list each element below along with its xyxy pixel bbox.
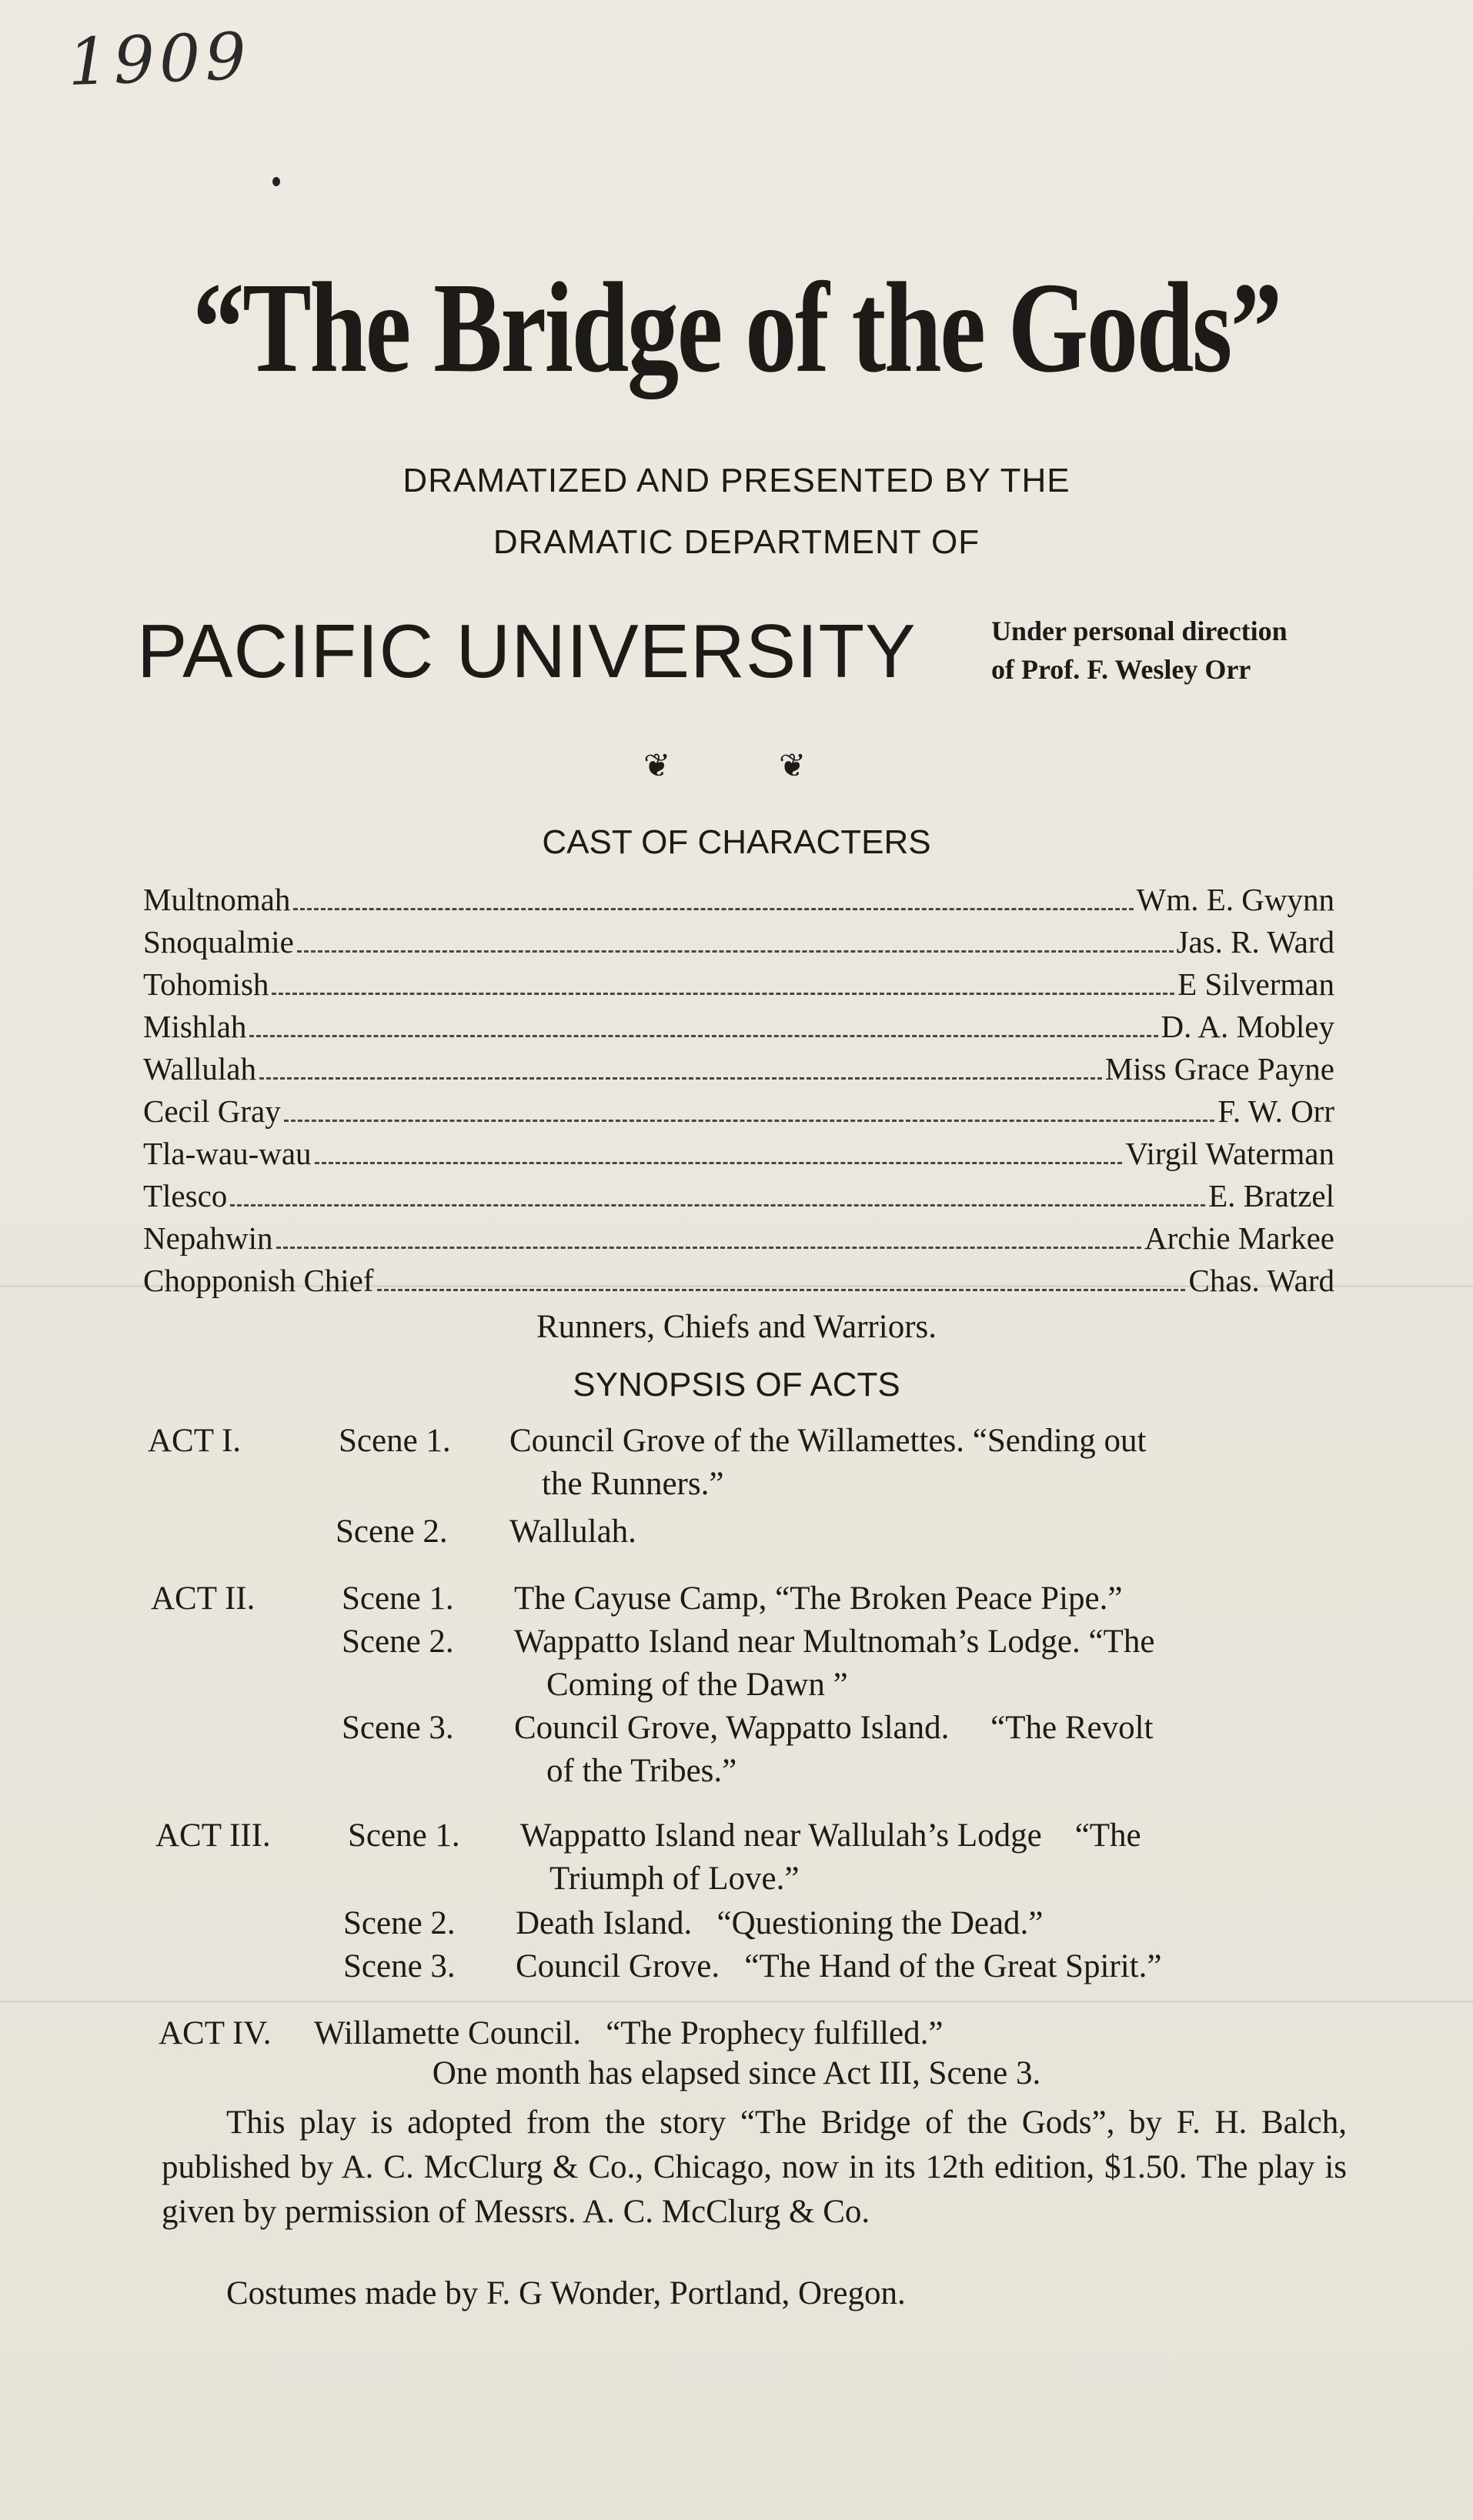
cast-row xyxy=(143,923,1334,966)
actor-name: Wm. E. Gwynn xyxy=(1136,882,1334,917)
actor-name: Archie Markee xyxy=(1144,1220,1334,1256)
leader-dots xyxy=(315,1162,1123,1164)
ornament-right-icon: ❦ xyxy=(779,749,807,784)
leader-dots xyxy=(230,1204,1205,1207)
costume-credit: Costumes made by F. G Wonder, Portland, Oregon. xyxy=(226,2275,906,2311)
ensemble-note: Runners, Chiefs and Warriors. xyxy=(536,1309,937,1345)
scene-label: Scene 2. xyxy=(343,1905,456,1941)
act-4-time-note: One month has elapsed since Act III, Scene 3. xyxy=(432,2055,1041,2091)
scene-label: Scene 3. xyxy=(343,1948,456,1984)
act-label: ACT I. xyxy=(148,1423,242,1459)
scene-description: Council Grove, Wappatto Island. “The Revolt xyxy=(514,1710,1154,1746)
scene-description-cont: of the Tribes.” xyxy=(546,1753,737,1789)
actor-name: Chas. Ward xyxy=(1188,1263,1334,1298)
actor-name: D. A. Mobley xyxy=(1161,1009,1334,1044)
cast-heading: CAST OF CHARACTERS xyxy=(542,823,931,861)
actor-name: Miss Grace Payne xyxy=(1104,1051,1334,1086)
scene-description-cont: Coming of the Dawn ” xyxy=(546,1667,848,1703)
leader-dots xyxy=(377,1289,1186,1291)
character-name: Nepahwin xyxy=(143,1220,273,1256)
character-name: Cecil Gray xyxy=(143,1093,281,1129)
scene-label: Scene 2. xyxy=(336,1514,448,1550)
cast-row xyxy=(143,881,1334,923)
direction-line-2: of Prof. F. Wesley Orr xyxy=(991,654,1251,685)
act-label: ACT II. xyxy=(151,1580,256,1617)
scene-description-cont: Triumph of Love.” xyxy=(549,1861,800,1897)
actor-name: F. W. Orr xyxy=(1217,1093,1334,1129)
scene-description-cont: the Runners.” xyxy=(542,1466,724,1502)
cast-row xyxy=(143,1008,1334,1050)
act-4-description: Willamette Council. “The Prophecy fulfilled.” xyxy=(314,2015,944,2051)
cast-row xyxy=(143,1220,1334,1262)
character-name: Mishlah xyxy=(143,1009,247,1044)
scene-label: Scene 3. xyxy=(342,1710,454,1746)
scene-label: Scene 2. xyxy=(342,1624,454,1660)
cast-row xyxy=(143,1050,1334,1093)
character-name: Tla-wau-wau xyxy=(143,1136,312,1171)
character-name: Tlesco xyxy=(143,1178,228,1213)
leader-dots xyxy=(259,1077,1102,1080)
leader-dots xyxy=(293,908,1133,910)
act-label: ACT IV. xyxy=(159,2015,272,2051)
cast-row xyxy=(143,1135,1334,1177)
scene-label: Scene 1. xyxy=(342,1580,454,1617)
leader-dots xyxy=(272,993,1174,995)
cast-row xyxy=(143,1177,1334,1220)
scene-description: Wappatto Island near Wallulah’s Lodge “The xyxy=(520,1817,1141,1854)
ink-dot xyxy=(272,177,280,186)
scene-description: Wappatto Island near Multnomah’s Lodge. “The xyxy=(514,1624,1155,1660)
actor-name: Virgil Waterman xyxy=(1125,1136,1334,1171)
ornament-left-icon: ❦ xyxy=(643,749,671,784)
direction-line-1: Under personal direction xyxy=(991,616,1288,646)
synopsis-heading: SYNOPSIS OF ACTS xyxy=(573,1366,900,1404)
subtitle-line-1: DRAMATIZED AND PRESENTED BY THE xyxy=(402,462,1071,499)
cast-row xyxy=(143,1093,1334,1135)
leader-dots xyxy=(249,1035,1157,1037)
scene-description: Council Grove. “The Hand of the Great Spirit.” xyxy=(516,1948,1162,1984)
scene-description: Council Grove of the Willamettes. “Sending out xyxy=(509,1423,1147,1459)
cast-row xyxy=(143,966,1334,1008)
character-name: Chopponish Chief xyxy=(143,1263,374,1298)
leader-dots xyxy=(276,1247,1141,1249)
scene-label: Scene 1. xyxy=(339,1423,451,1459)
scene-description: The Cayuse Camp, “The Broken Peace Pipe.” xyxy=(514,1580,1123,1617)
character-name: Tohomish xyxy=(143,966,269,1002)
character-name: Multnomah xyxy=(143,882,291,917)
university-name: PACIFIC UNIVERSITY xyxy=(137,609,917,693)
handwritten-year: 1909 xyxy=(66,18,252,101)
source-note: This play is adopted from the story “The Bridge of the Gods”, by F. H. Balch, published by A. C. McClurg & Co., Chicago, now in its 12th edition, $1.50. The play is given by permission of Messrs. A. C. McClurg & Co. xyxy=(162,2104,1347,2230)
scene-label: Scene 1. xyxy=(348,1817,460,1854)
actor-name: Jas. R. Ward xyxy=(1176,924,1334,960)
character-name: Snoqualmie xyxy=(143,924,294,960)
act-label: ACT III. xyxy=(155,1817,271,1854)
leader-dots xyxy=(284,1120,1215,1122)
cast-list xyxy=(143,881,1334,1304)
leader-dots xyxy=(297,950,1174,953)
character-name: Wallulah xyxy=(143,1051,256,1086)
cast-row xyxy=(143,1262,1334,1304)
actor-name: E. Bratzel xyxy=(1208,1178,1334,1213)
paper-fold-line xyxy=(0,2001,1473,2003)
subtitle-line-2: DRAMATIC DEPARTMENT OF xyxy=(493,523,980,561)
scene-description: Wallulah. xyxy=(509,1514,636,1550)
direction-credit xyxy=(991,612,1288,689)
play-title: “The Bridge of the Gods” xyxy=(192,256,1281,399)
scene-description: Death Island. “Questioning the Dead.” xyxy=(516,1905,1044,1941)
actor-name: E Silverman xyxy=(1177,966,1334,1002)
